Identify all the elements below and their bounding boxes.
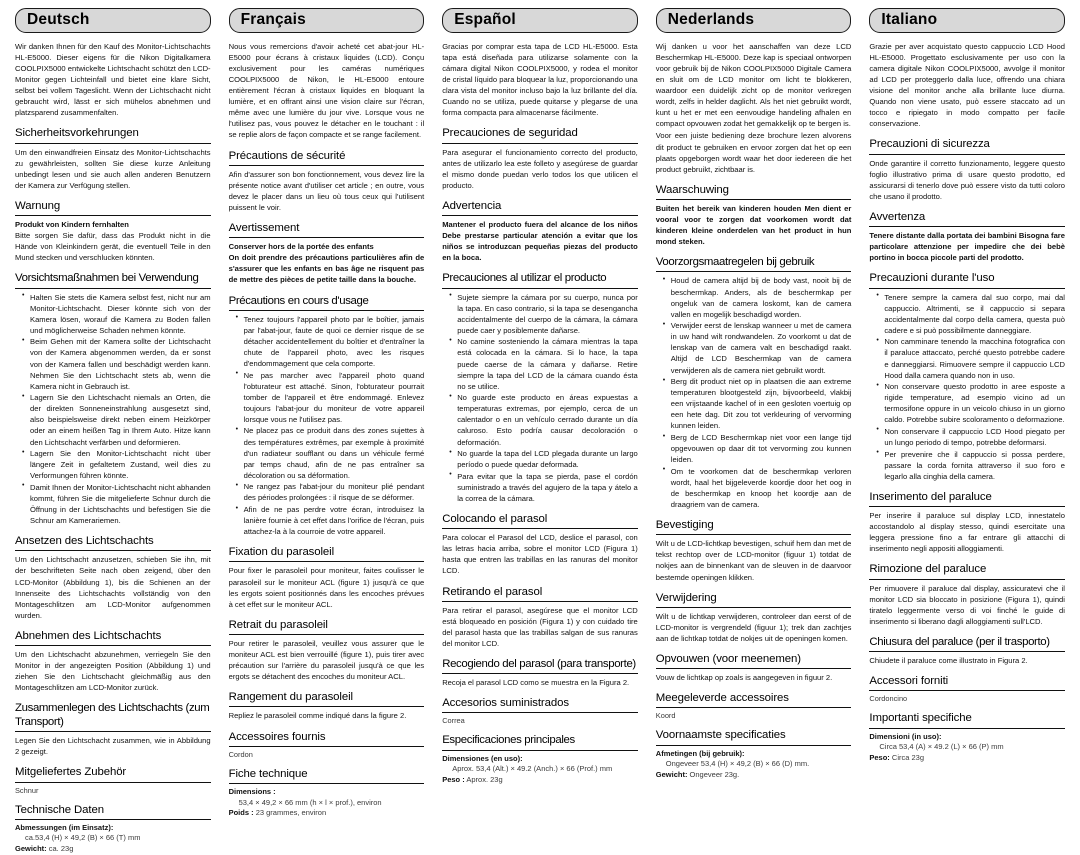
- language-column-deutsch: [6, 8, 220, 854]
- section-heading: Abnehmen des Lichtschachts: [15, 630, 211, 646]
- section-body: [442, 219, 638, 263]
- section-heading: Accessoires fournis: [229, 731, 425, 747]
- section-warning-text: On doit prendre des précautions particulières afin de s'assurer que les enfants en bas âge ne risquent pas de mettre des pièces de petite taille dans la bouche.: [228, 253, 425, 285]
- section-body: [15, 219, 211, 263]
- bullet-item: • Beim Gehen mit der Kamera sollte der Lichtschacht von der Kamera abgenommen werden, da er sonst von der Kamera fallen und beschädigt werden kann. Nehmen Sie den Lichtschacht stets ab, wenn die Kamera nicht in Gebrauch ist.: [24, 336, 211, 391]
- section-body: [869, 158, 1065, 202]
- intro-paragraph: Wij danken u voor het aanschaffen van deze LCD Beschermkap HL-E5000. Deze kap is speciaal ontworpen voor gebruik bij de Nikon COOLPIX5000 Digitale Camera en sluit om de LCD monitor om licht te blokkeren, waardoor een duidelijk zicht op de monitor verkregen wordt, zelfs in helder daglicht. Als het niet gebruikt wordt, kunt u het er met een eenvoudige handeling afhalen en compact opvouwen zodat het gemakkelijk op te bergen is.: [655, 41, 852, 129]
- bullet-item: • Sujete siempre la cámara por su cuerpo, nunca por la tapa. En caso contrario, si la tapa se desengancha accidentalmente del cuerpo de la cámara, la cámara puede caer y posiblemente dañarse.: [451, 292, 638, 336]
- section-body: [656, 203, 852, 247]
- section-paragraph: Wilt u de LCD-lichtkap bevestigen, schuif hem dan met de tekst rechtop over de LCD-monitor (figuur 1) totdat de nokjes aan de binnenkant van de sleuven in de daarvoor bestemde openingen klikken.: [655, 539, 852, 582]
- section-body: [656, 538, 852, 582]
- section-paragraph: Pour retirer le parasoleil, veuillez vous assurer que le moniteur ACL est bien verrouillé (figure 1), puis tirer avec précaution sur l'arrière du parasoleil jusqu'à ce que les ergots se détachent des encoches du moniteur ACL.: [228, 638, 425, 682]
- bullet-item: • Para evitar que la tapa se pierda, pase el cordón suministrado a través del agujero de la tapa y átelo a la correa de la cámara.: [451, 471, 638, 504]
- section-bullet-list: [869, 292, 1065, 482]
- spec-dimensions-label: Dimensions :: [228, 786, 276, 796]
- section-heading: Retrait du parasoleil: [229, 619, 425, 635]
- section-heading: Voorzorgsmaatregelen bij gebruik: [656, 256, 852, 272]
- section-body: [869, 510, 1065, 554]
- bullet-item: • No guarde la tapa del LCD plegada durante un largo período o puede quedar deformada.: [451, 448, 638, 470]
- section-bullet-list: [229, 314, 425, 538]
- section-body: [442, 605, 638, 649]
- bullet-item: • No guarde este producto en áreas expuestas a temperaturas extremas, por ejemplo, cerca de un calentador o en un vehículo cerrado durante un día caluroso. Esto podría causar decoloración o deformación.: [451, 392, 638, 447]
- bullet-item: • Damit Ihnen der Monitor-Lichtschacht nicht abhanden kommt, führen Sie die mitgelieferte Schnur durch die Öffnung in der Lichtschachts und befestigen Sie die Schnur am Kamerariemen.: [24, 482, 211, 526]
- section-paragraph: Para retirar el parasol, asegúrese que el monitor LCD está bloqueado en posición (Figura 1) y con cuidado tire del parasol hasta que las trabillas salgan de sus ranuras del monitor LCD.: [442, 605, 638, 648]
- section-heading: Fixation du parasoleil: [229, 546, 425, 562]
- section-heading: Advertencia: [442, 200, 638, 216]
- spec-dimensions-value: Circa 53,4 (A) × 49.2 (L) × 66 (P) mm: [879, 742, 1004, 752]
- bullet-item: • No camine sosteniendo la cámara mientras la tapa está colocada en la cámara. Si lo hace, la tapa puede caerse de la cámara y dañarse. Retire siempre la tapa del LCD de la cámara cuando ésta no se utilice.: [451, 336, 638, 391]
- section-heading: Meegeleverde accessoires: [656, 692, 852, 708]
- section-paragraph: Chiudete il paraluce come illustrato in Figura 2.: [869, 656, 1028, 666]
- intro-paragraphs: [656, 41, 852, 175]
- spec-dimensions-value: Aprox. 53,4 (Alt.) × 49.2 (Anch.) × 66 (Prof.) mm: [452, 764, 613, 774]
- spec-dimensions-label: Dimensiones (en uso):: [442, 753, 523, 763]
- intro-paragraphs: [442, 41, 638, 119]
- bullet-item: • Om te voorkomen dat de beschermkap verloren wordt, haal het bijgeleverde koordje door het oog in de beschermkap en knoop het koordje aan de draagriem van de camera.: [665, 466, 852, 510]
- section-heading: Ansetzen des Lichtschachts: [15, 535, 211, 551]
- section-paragraph: Wilt u de lichtkap verwijderen, controleer dan eerst of de LCD-monitor is vergrendeld (figuur 1); trek dan zachtjes aan de lichtkap totdat de nokjes uit de openingen komen.: [655, 611, 852, 643]
- spec-dimensions-label: Afmetingen (bij gebruik):: [655, 748, 745, 758]
- section-paragraph: Recoja el parasol LCD como se muestra en la Figura 2.: [442, 678, 630, 688]
- section-heading: Fiche technique: [229, 768, 425, 784]
- section-warning-text: Mantener el producto fuera del alcance de los niños Debe prestarse particular atención a evitar que los niños se introduzcan pequeñas piezas del producto en la boca.: [442, 220, 638, 263]
- section-heading: Colocando el parasol: [442, 513, 638, 529]
- section-heading: Mitgeliefertes Zubehör: [15, 766, 211, 782]
- section-body: [869, 655, 1065, 666]
- section-heading: Précautions en cours d'usage: [229, 295, 425, 311]
- section-warning-text: Tenere distante dalla portata dei bambini Bisogna fare particolare attenzione per impedire che dei bebè portino in bocca piccole parti del prodotto.: [869, 231, 1065, 263]
- language-title-italiano: Italiano: [869, 8, 1065, 33]
- section-paragraph: Para colocar el Parasol del LCD, deslice el parasol, con las letras hacia arriba, sobre el monitor LCD (Figura 1) hasta que entren las trabillas en las ranuras del monitor LCD.: [442, 533, 638, 576]
- section-body: [869, 583, 1065, 627]
- section-warning-text: Buiten het bereik van kinderen houden Men dient er vooral voor te zorgen dat voorkomen wordt dat kinderen kleine onderdelen van het product in hun mond steken.: [655, 203, 852, 247]
- language-title-francais: Français: [229, 8, 425, 33]
- intro-paragraph: Voor een juiste bediening deze brochure lezen alvorens dit product te gebruiken en ervoor zorgen dat het op een plaats opgeborgen wordt waar het door iedereen die het product gebruikt, zichtbaar is.: [655, 131, 852, 174]
- language-column-italiano: [860, 8, 1074, 763]
- bullet-item: • Halten Sie stets die Kamera selbst fest, nicht nur am Monitor-Lichtschacht. Dieser könnte sich von der Kamera lösen, worauf die Kamera zu Boden fallen und möglicherweise Schaden nehmen könnte.: [24, 292, 211, 336]
- spec-dimensions-value: 53,4 × 49,2 × 66 mm (h × l × prof.), environ: [238, 797, 382, 807]
- language-title-espanol: Español: [442, 8, 638, 33]
- section-heading: Accesorios suministrados: [442, 697, 638, 713]
- spec-weight-label: Gewicht:: [655, 769, 688, 779]
- section-paragraph: Pour fixer le parasoleil pour moniteur, faites coulisser le parasoleil sur le moniteur ACL (figure 1) jusqu'à ce que les ergots soient positionnés dans les encoches prévues à cet effet sur le moniteur ACL.: [228, 566, 425, 609]
- section-heading: Sicherheitsvorkehrungen: [15, 127, 211, 143]
- intro-paragraph: Nous vous remercions d'avoir acheté cet abat-jour HL-E5000 pour écrans à cristaux liquides (LCD). Conçu exclusivement pour les caméras numériques COOLPIX5000 de Nikon, le HL-E5000 entoure entièrement l'écran à cristaux liquides en bloquant la lumière, et en offrant ainsi une vision claire sur l'écran, même avec une lumière du jour vive. Lorsque vous ne l'utilisez pas, vous pouvez le détacher en le touchant : il se replie alors de façon compacte et se range facilement.: [228, 41, 425, 140]
- section-heading: Avertissement: [229, 222, 425, 238]
- section-body: [869, 230, 1065, 263]
- section-paragraph: Vouw de lichtkap op zoals is aangegeven in figuur 2.: [655, 673, 833, 683]
- section-heading: Voornaamste specificaties: [656, 729, 852, 745]
- language-title-nederlands: Nederlands: [656, 8, 852, 33]
- bullet-item: • Per prevenire che il cappuccio si possa perdere, passare la corda fornita attraverso il suo foro e legarlo alla cinghia della camera.: [878, 449, 1065, 482]
- section-body: [15, 649, 211, 693]
- section-heading: Verwijdering: [656, 592, 852, 608]
- bullet-item: • Lagern Sie den Lichtschacht niemals an Orten, die der direkten Sonneneinstrahlung ausgesetzt sind, also beispielsweise direkt neben einem Heizkörper oder an einem heißen Tag in Ihrem Auto. Hitze kann den Lichtschacht verfärben und deformieren.: [24, 392, 211, 447]
- section-body: [15, 147, 211, 191]
- intro-paragraphs: [869, 41, 1065, 130]
- bullet-item: • Berg dit product niet op in plaatsen die aan extreme temperaturen blootgesteld zijn, bijvoorbeeld, vlakbij een vrijstaande kachel of in een gesloten voertuig op een hete dag. Dit zou tot verkleuring of vervorming kunnen leiden.: [665, 376, 852, 431]
- section-heading: Bevestiging: [656, 519, 852, 535]
- bullet-item: • Berg de LCD Beschermkap niet voor een lange tijd opgevouwen op daar dit tot vervorming zou kunnen leiden.: [665, 432, 852, 465]
- section-paragraph: Per rimuovere il paraluce dal display, assicuratevi che il monitor LCD sia bloccato in posizione (Figura 1), quindi tiratelo leggermente verso di voi finché le guide di inserimento si liberano dagli alloggiamenti sull'LCD.: [869, 583, 1065, 626]
- section-paragraph: Per inserire il paraluce sul display LCD, innestatelo accostandolo al display stesso, quindi esercitate una leggera pressione fino a far entrare gli attacchi di inserimento negli appositi alloggiamenti.: [869, 511, 1065, 554]
- section-paragraph: Onde garantire il corretto funzionamento, leggere questo foglio illustrativo prima di usare questo prodotto, ed assicurarsi di tenerlo dove può essere visto da tutti coloro che usano il prodotto.: [869, 158, 1065, 201]
- spec-weight-label: Gewicht:: [15, 844, 47, 854]
- section-heading: Technische Daten: [15, 804, 211, 820]
- intro-paragraphs: [229, 41, 425, 141]
- intro-paragraphs: [15, 41, 211, 119]
- section-heading: Precauciones al utilizar el producto: [442, 272, 638, 288]
- section-bullet-list: [442, 292, 638, 504]
- bullet-item: • Tenez toujours l'appareil photo par le boîtier, jamais par l'abat-jour, faute de quoi ce dernier risque de se détacher accidentellement du boîtier et d'entraîner la chute de l'appareil photo, avec les risques d'endommagement que cela comporte.: [238, 314, 425, 369]
- section-heading: Rangement du parasoleil: [229, 691, 425, 707]
- section-body: [442, 532, 638, 576]
- section-heading: Précautions de sécurité: [229, 150, 425, 166]
- section-body: [229, 565, 425, 609]
- section-heading: Vorsichtsmaßnahmen bei Verwendung: [15, 272, 211, 288]
- bullet-item: • Tenere sempre la camera dal suo corpo, mai dal cappuccio. Altrimenti, se il cappuccio si separa accidentalmente dal corpo della camera, questa può cadere e si può possibilmente danneggiare.: [878, 292, 1065, 336]
- section-heading: Precauzioni di sicurezza: [869, 138, 1065, 154]
- section-paragraph: Bitte sorgen Sie dafür, dass das Produkt nicht in die Hände von Kleinkindern gerät, die eventuell Teile in den Mund stecken und verschlucken könnten.: [15, 231, 211, 263]
- supplied-accessory: Cordoncino: [869, 694, 908, 704]
- section-heading: Precauciones de seguridad: [442, 127, 638, 143]
- intro-paragraph: Grazie per aver acquistato questo cappuccio LCD Hood HL-E5000. Progettato esclusivamente per uso con la camera digitale Nikon COOLPIX5000, avvolge il monitor ad LCD per proteggerlo dalla luce, offrendo una chiara visione del monitor anche alla brillante luce diurna. Quando non viene usato, può essere staccato ad un tocco e ripiegato in modo compatto per facile conservazione.: [869, 41, 1065, 129]
- specifications: [229, 787, 425, 819]
- spec-weight-value: Circa 23g: [891, 752, 925, 762]
- intro-paragraph: Gracias por comprar esta tapa de LCD HL-E5000. Esta tapa está diseñada para utilizarse solamente con la cámara digital Nikon COOLPIX5000, y rodea el monitor de cristal líquido para bloquear la luz, proporcionando una clara vista del monitor incluso bajo la luz brillante del día. Cuando no se utiliza, puede quitarse y plegarse de una forma compacta para almacenarse fácilmente.: [442, 41, 638, 118]
- section-heading: Chiusura del paraluce (per il trasporto): [869, 636, 1065, 652]
- spec-weight-value: Ongeveer 23g.: [689, 769, 740, 779]
- specifications: [869, 732, 1065, 764]
- section-heading: Opvouwen (voor meenemen): [656, 653, 852, 669]
- section-body: [229, 638, 425, 682]
- section-body: [656, 672, 852, 683]
- bullet-item: • Verwijder eerst de lenskap wanneer u met de camera in uw hand wilt rondwandelen. Zo voorkomt u dat de lenskap van de camera valt en beschadigd raakt. Altijd de LCD Beschermkap van de camera verwijderen als de camera niet gebruikt wordt.: [665, 320, 852, 375]
- bullet-item: • Houd de camera altijd bij de body vast, nooit bij de beschermkap. Anders, als de beschermkap per ongeluk van de camera loskomt, kan de camera vallen en mogelijk beschadigd worden.: [665, 275, 852, 319]
- spec-weight-value: ca. 23g: [48, 844, 74, 854]
- bullet-item: • Non conservare questo prodotto in aree esposte a rigide temperature, ad esempio vicino ad un termosifone oppure in un veicolo chiuso in un giorno caldo. Potrebbe subire scoloramento o deformazione.: [878, 381, 1065, 425]
- spec-weight-value: 23 grammes, environ: [255, 808, 327, 818]
- section-paragraph: Legen Sie den Lichtschacht zusammen, wie in Abbildung 2 gezeigt.: [15, 736, 211, 757]
- spec-weight-label: Peso :: [442, 774, 465, 784]
- section-bullet-list: [656, 275, 852, 510]
- section-body: [229, 241, 425, 285]
- section-body: [442, 677, 638, 688]
- language-column-espanol: [433, 8, 647, 784]
- specifications: [656, 749, 852, 781]
- spec-weight-value: Aprox. 23g: [466, 774, 503, 784]
- bullet-item: • Lagern Sie den Monitor-Lichtschacht nicht über längere Zeit in gefaltetem Zustand, weil dies zu Verformungen führen könnte.: [24, 448, 211, 481]
- language-column-nederlands: [647, 8, 861, 779]
- section-heading: Recogiendo del parasol (para transporte): [442, 658, 638, 674]
- section-heading: Importanti specifiche: [869, 712, 1065, 728]
- bullet-item: • Non conservare il cappuccio LCD Hood piegato per un lungo periodo di tempo, potrebbe deformarsi.: [878, 426, 1065, 448]
- section-heading: Zusammenlegen des Lichtschachts (zum Transport): [15, 702, 211, 732]
- section-heading: Especificaciones principales: [442, 734, 638, 750]
- section-paragraph: Um den einwandfreien Einsatz des Monitor-Lichtschachts zu gewährleisten, sollten Sie diese kurze Anleitung unbedingt lesen und sie auch allen anderen Benutzern der Kamera zur Verfügung stellen.: [15, 147, 211, 190]
- specifications: [442, 754, 638, 786]
- supplied-accessory: Koord: [655, 711, 676, 721]
- spec-dimensions-value: ca.53,4 (H) × 49,2 (B) × 66 (T) mm: [25, 833, 141, 843]
- bullet-item: • Ne placez pas ce produit dans des zones sujettes à des températures extrêmes, par exemple à proximité d'un radiateur soufflant ou dans un véhicule fermé par temps chaud, afin de ne pas entraîner sa décoloration ou sa déformation.: [238, 425, 425, 480]
- section-body: [656, 611, 852, 644]
- spec-weight-label: Peso:: [869, 752, 890, 762]
- supplied-accessory: Schnur: [15, 785, 39, 795]
- bullet-item: • Ne rangez pas l'abat-jour du moniteur plié pendant des périodes prolongées : il risque de se déformer.: [238, 481, 425, 503]
- section-heading: Inserimento del paraluce: [869, 491, 1065, 507]
- spec-dimensions-label: Abmessungen (im Einsatz):: [15, 822, 114, 832]
- section-body: [229, 710, 425, 721]
- section-body: [15, 735, 211, 757]
- bullet-item: • Non camminare tenendo la macchina fotografica con il paraluce attaccato, perché questo potrebbe cadere e danneggiarsi. Rimuovere sempre il cappuccio LCD Hood dalla camera quando non in uso.: [878, 336, 1065, 380]
- section-body: [442, 147, 638, 191]
- language-column-francais: [220, 8, 434, 818]
- language-title-deutsch: Deutsch: [15, 8, 211, 33]
- section-lead: Produkt von Kindern fernhalten: [15, 220, 129, 230]
- bullet-item: • Ne pas marcher avec l'appareil photo quand l'obturateur est attaché. Sinon, l'obturateur pourrait tomber de l'appareil et être endommagé. Enlevez toujours l'abat-jour du moniteur de votre appareil lorsque vous ne l'utilisez pas.: [238, 370, 425, 425]
- section-paragraph: Para asegurar el funcionamiento correcto del producto, antes de utilizarlo lea este folleto y asegúrese de guardar el mismo donde puedan verlo todos los que utilicen el producto.: [442, 147, 638, 190]
- section-heading: Rimozione del paraluce: [869, 563, 1065, 579]
- section-paragraph: Um den Lichtschacht abzunehmen, verriegeln Sie den Monitor in der angezeigten Position (Abbildung 1) und ziehen Sie den Lichtschacht gleichmäßig aus den Montageschlitzen am LCD-Monitor zurück.: [15, 650, 211, 693]
- section-paragraph: Um den Lichtschacht anzusetzen, schieben Sie ihn, mit der beschrifteten Seite nach oben zeigend, über den LCD-Monitor (Abbildung 1), bis die Schienen an der Innenseite des Lichtschachts vollständig von den Montageschlitzen am LCD-Monitor aufgenommen wurden.: [15, 555, 211, 620]
- section-heading: Accessori forniti: [869, 675, 1065, 691]
- section-heading: Waarschuwing: [656, 184, 852, 200]
- supplied-accessory: Cordon: [228, 749, 253, 759]
- spec-weight-label: Poids :: [228, 808, 254, 818]
- specifications: [15, 823, 211, 855]
- section-body: [15, 554, 211, 620]
- section-paragraph: Repliez le parasoleil comme indiqué dans la figure 2.: [228, 711, 407, 721]
- spec-dimensions-label: Dimensioni (in uso):: [869, 731, 942, 741]
- section-paragraph: Afin d'assurer son bon fonctionnement, vous devez lire la présente notice avant d'utiliser cet article ; en outre, vous devez le placer dans un lieu où tous ceux qui l'utilisent puissent le voir.: [228, 169, 425, 212]
- section-heading: Warnung: [15, 200, 211, 216]
- supplied-accessory: Correa: [442, 716, 465, 726]
- intro-paragraph: Wir danken Ihnen für den Kauf des Monitor-Lichtschachts HL-E5000. Dieser eigens für die Nikon Digitalkamera COOLPIX5000 entwickelte Lichtschacht schützt den LCD-Monitor gegen Lichteinfall und bietet eine klare Sicht, selbst bei vollem Tageslicht. Wenn der Lichtschacht nicht gebraucht wird, lässt er sich mühelos abnehmen und platzsparend zusammenfalten.: [15, 41, 211, 118]
- section-lead: Conserver hors de la portée des enfants: [228, 242, 374, 252]
- section-heading: Precauzioni durante l'uso: [869, 272, 1065, 288]
- bullet-item: • Afin de ne pas perdre votre écran, introduisez la lanière fournie à cet effet dans l'orifice de l'écran, puis attachez-la à la courroie de votre appareil.: [238, 504, 425, 537]
- section-body: [229, 169, 425, 213]
- section-bullet-list: [15, 292, 211, 527]
- section-heading: Retirando el parasol: [442, 586, 638, 602]
- spec-dimensions-value: Ongeveer 53,4 (H) × 49,2 (B) × 66 (D) mm.: [665, 759, 810, 769]
- section-heading: Avvertenza: [869, 211, 1065, 227]
